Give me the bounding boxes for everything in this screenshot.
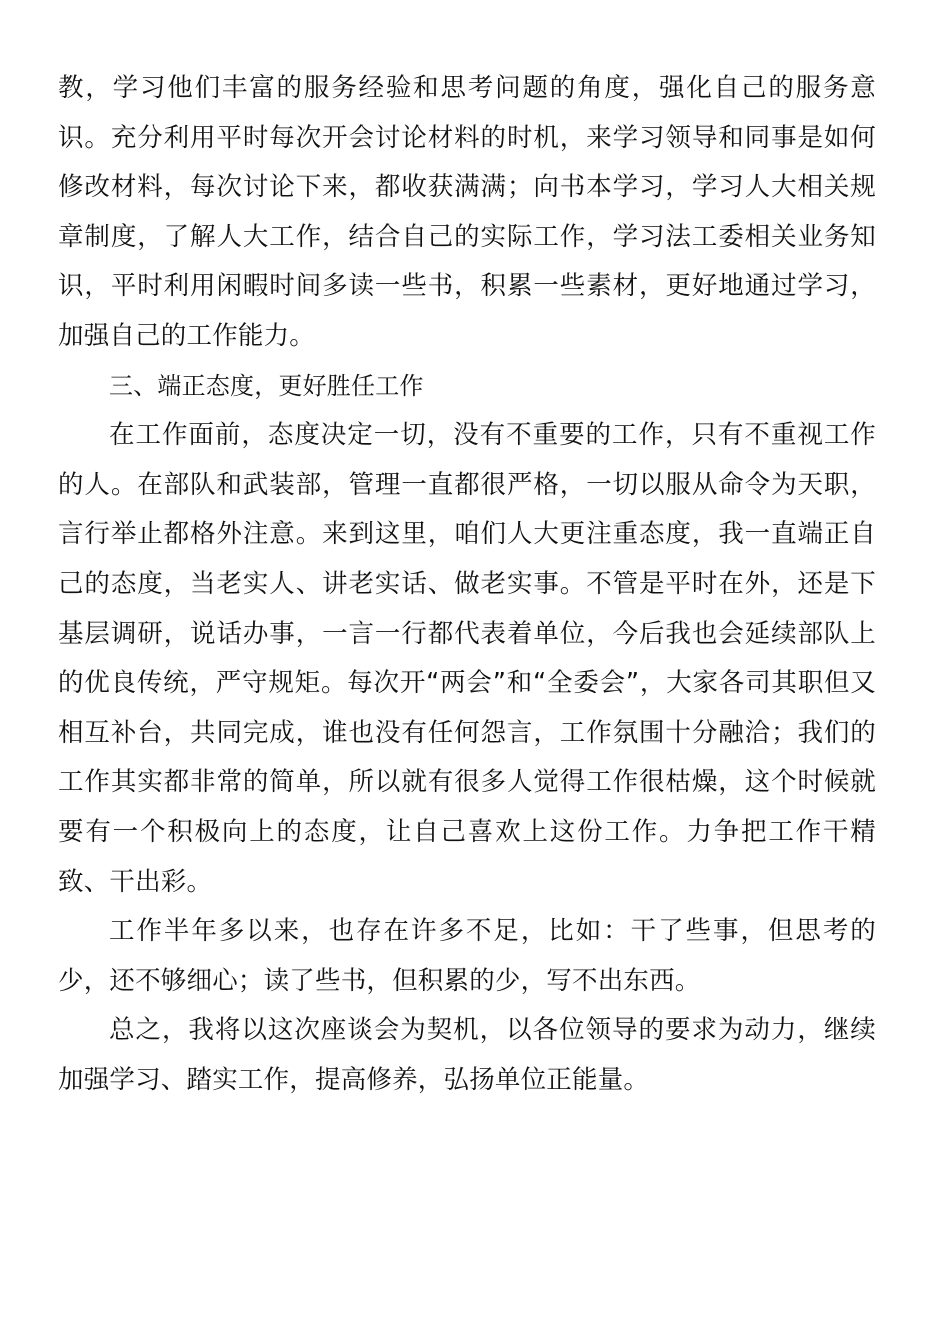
paragraph-shortcomings: 工作半年多以来，也存在许多不足，比如：干了些事，但思考的少，还不够细心；读了些书，但积累的少，写不出东西。 <box>58 916 876 996</box>
section-heading: 三、端正态度，更好胜任工作 <box>109 371 424 400</box>
paragraph-attitude: 在工作面前，态度决定一切，没有不重要的工作，只有不重视工作的人。在部队和武装部，管理一直都很严格，一切以服从命令为天职，言行举止都格外注意。来到这里，咱们人大更注重态度，我一直端正自己的态度，当老实人、讲老实话、做老实事。不管是平时在外，还是下基层调研，说话办事，一言一行都代表着单位，今后我也会延续部队上的优良传统，严守规矩。每次开“两会”和“全委会”，大家各司其职但又相互补台，共同完成，谁也没有任何怨言，工作氛围十分融洽；我们的工作其实都非常的简单，所以就有很多人觉得工作很枯燥，这个时候就要有一个积极向上的态度，让自己喜欢上这份工作。力争把工作干精致、干出彩。 <box>58 420 876 897</box>
paragraph-continuation: 教，学习他们丰富的服务经验和思考问题的角度，强化自己的服务意识。充分利用平时每次开会讨论材料的时机，来学习领导和同事是如何修改材料，每次讨论下来，都收获满满；向书本学习，学习人大相关规章制度，了解人大工作，结合自己的实际工作，学习法工委相关业务知识，平时利用闲暇时间多读一些书，积累一些素材，更好地通过学习，加强自己的工作能力。 <box>58 73 876 351</box>
document-body <box>58 64 876 1105</box>
paragraph-conclusion: 总之，我将以这次座谈会为契机，以各位领导的要求为动力，继续加强学习、踏实工作，提高修养，弘扬单位正能量。 <box>58 1015 876 1095</box>
